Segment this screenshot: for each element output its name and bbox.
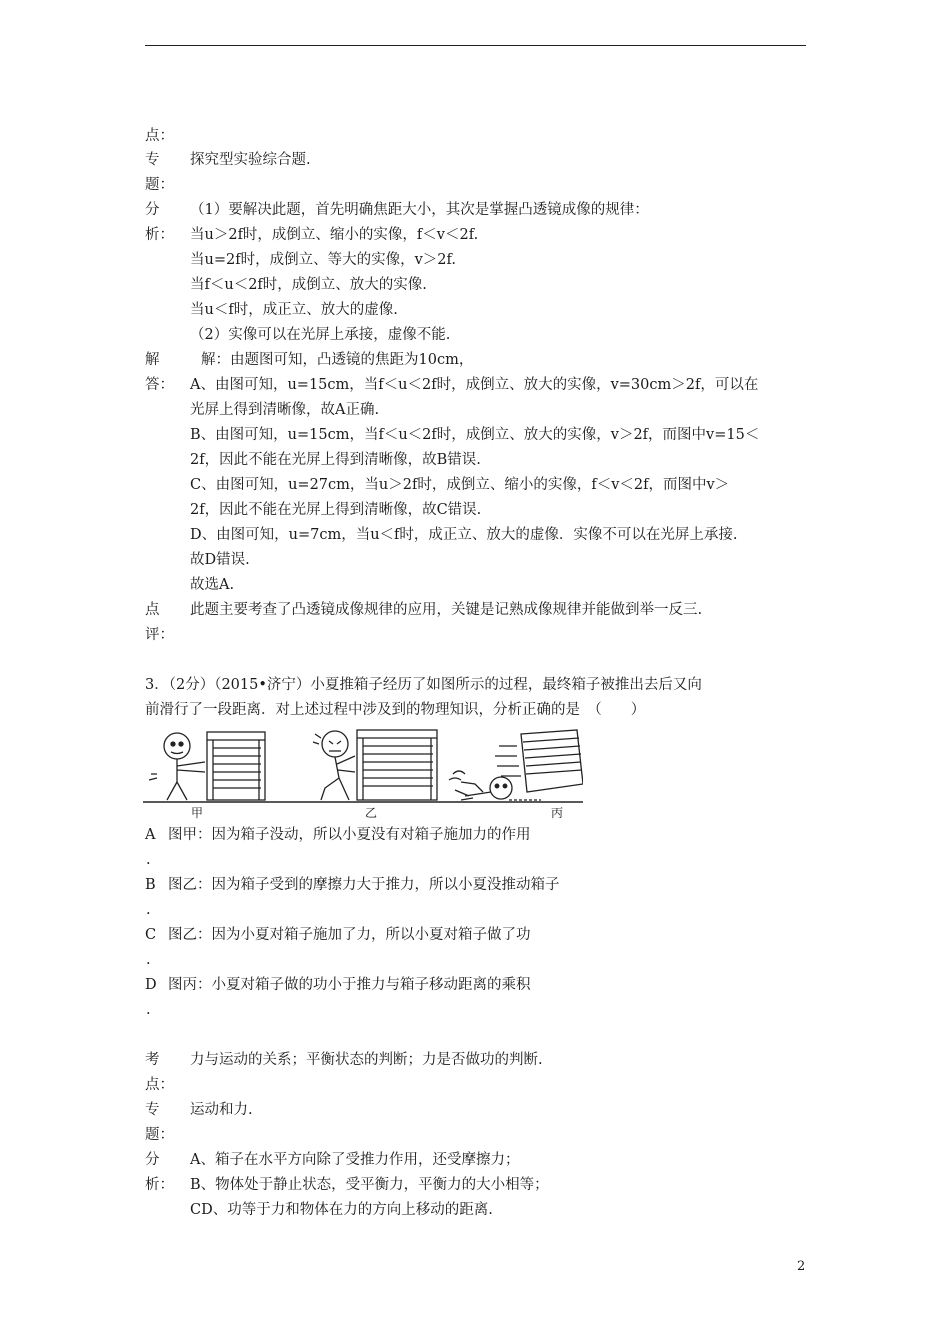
option-letter-d: D — [145, 977, 157, 993]
dianping-label-2: 评： — [145, 627, 174, 643]
caption-yi: 乙 — [365, 806, 378, 820]
jieda-label-1: 解 — [145, 352, 160, 368]
kaodian-label-tail: 点： — [145, 128, 174, 144]
panel-bing — [449, 730, 583, 800]
jieda-line: 故选A. — [190, 577, 235, 593]
q3-kaodian-label-2: 点： — [145, 1077, 174, 1093]
option-dot: . — [146, 852, 151, 868]
jieda-line: 2f，因此不能在光屏上得到清晰像，故C错误. — [190, 502, 482, 518]
option-letter-b: B — [145, 877, 156, 893]
jieda-line: C、由图可知，u=27cm，当u＞2f时，成倒立、缩小的实像，f＜v＜2f，而图中v＞ — [190, 477, 730, 493]
fenxi-line: （1）要解决此题，首先明确焦距大小，其次是掌握凸透镜成像的规律： — [190, 202, 649, 218]
fenxi-line: 当u＞2f时，成倒立、缩小的实像，f＜v＜2f. — [190, 227, 479, 243]
q3-fenxi-line: CD、功等于力和物体在力的方向上移动的距离. — [190, 1202, 493, 1218]
option-text-c: 图乙：因为小夏对箱子施加了力，所以小夏对箱子做了功 — [168, 927, 531, 943]
fenxi-label-1: 分 — [145, 202, 160, 218]
q3-figure — [143, 726, 583, 822]
caption-bing: 丙 — [551, 806, 564, 820]
q3-stem-line1: 3．（2分）（2015•济宁）小夏推箱子经历了如图所示的过程，最终箱子被推出去后又向 — [145, 677, 702, 693]
box-pushing-illustration — [143, 726, 583, 822]
page-number: 2 — [797, 1259, 806, 1274]
jieda-line: A、由图可知，u=15cm，当f＜u＜2f时，成倒立、放大的实像，v=30cm＞2f，可以在 — [190, 377, 759, 393]
q3-fenxi-line: A、箱子在水平方向除了受推力作用，还受摩擦力； — [190, 1152, 520, 1168]
fenxi-line: 当f＜u＜2f时，成倒立、放大的实像. — [190, 277, 427, 293]
fenxi-line: 当u=2f时，成倒立、等大的实像，v＞2f. — [190, 252, 456, 268]
fenxi-label-2: 析： — [145, 227, 174, 243]
q3-zhuanti-label-2: 题： — [145, 1127, 174, 1143]
caption-jia: 甲 — [191, 806, 204, 820]
q3-fenxi-line: B、物体处于静止状态，受平衡力，平衡力的大小相等； — [190, 1177, 549, 1193]
jieda-line: 解：由题图可知，凸透镜的焦距为10cm， — [201, 352, 474, 368]
q3-kaodian-text: 力与运动的关系；平衡状态的判断；力是否做功的判断. — [190, 1052, 543, 1068]
zhuanti-text: 探究型实验综合题. — [190, 152, 311, 168]
option-dot: . — [146, 1002, 151, 1018]
option-dot: . — [146, 902, 151, 918]
option-text-a: 图甲：因为箱子没动，所以小夏没有对箱子施加力的作用 — [168, 827, 531, 843]
dianping-label-1: 点 — [145, 602, 160, 618]
option-text-b: 图乙：因为箱子受到的摩擦力大于推力，所以小夏没推动箱子 — [168, 877, 560, 893]
panel-jia — [149, 732, 265, 800]
option-letter-c: C — [145, 927, 157, 943]
q3-kaodian-label-1: 考 — [145, 1052, 160, 1068]
q3-fenxi-label-1: 分 — [145, 1152, 160, 1168]
zhuanti-label-2: 题： — [145, 177, 174, 193]
q3-zhuanti-text: 运动和力. — [190, 1102, 253, 1118]
jieda-line: D、由图可知，u=7cm，当u＜f时，成正立、放大的虚像．实像不可以在光屏上承接. — [190, 527, 738, 543]
fenxi-line: 当u＜f时，成正立、放大的虚像. — [190, 302, 398, 318]
header-rule — [145, 45, 806, 46]
zhuanti-label-1: 专 — [145, 152, 160, 168]
jieda-label-2: 答： — [145, 377, 174, 393]
jieda-line: 故D错误. — [190, 552, 250, 568]
dianping-text: 此题主要考查了凸透镜成像规律的应用，关键是记熟成像规律并能做到举一反三. — [190, 602, 703, 618]
q3-stem-line2: 前滑行了一段距离．对上述过程中涉及到的物理知识，分析正确的是 （ ） — [145, 702, 646, 718]
option-letter-a: A — [145, 827, 156, 843]
q3-zhuanti-label-1: 专 — [145, 1102, 160, 1118]
jieda-line: 2f，因此不能在光屏上得到清晰像，故B错误. — [190, 452, 481, 468]
panel-yi — [313, 730, 437, 800]
option-dot: . — [146, 952, 151, 968]
jieda-line: 光屏上得到清晰像，故A正确. — [190, 402, 380, 418]
option-text-d: 图丙：小夏对箱子做的功小于推力与箱子移动距离的乘积 — [168, 977, 531, 993]
jieda-line: B、由图可知，u=15cm，当f＜u＜2f时，成倒立、放大的实像，v＞2f，而图中v=15＜ — [190, 427, 760, 443]
fenxi-line: （2）实像可以在光屏上承接，虚像不能. — [190, 327, 451, 343]
q3-fenxi-label-2: 析： — [145, 1177, 174, 1193]
